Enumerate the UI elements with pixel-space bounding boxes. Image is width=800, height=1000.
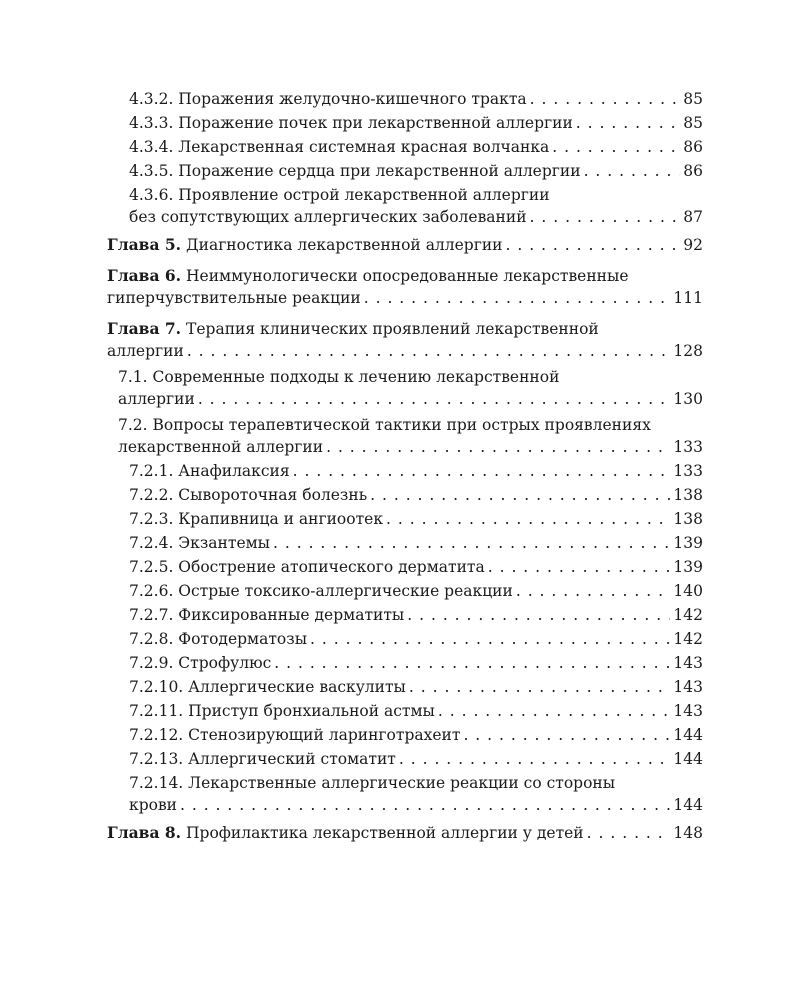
toc-entry-title: 7.2.11. Приступ бронхиальной астмы (129, 702, 435, 720)
toc-chapter-6[interactable] (107, 265, 703, 309)
toc-entry-7-2-4[interactable] (107, 532, 703, 554)
dot-leader (409, 676, 671, 698)
toc-entry-title: 7.2.3. Крапивница и ангиоотек (129, 510, 384, 528)
chapter-label: Глава 6. (107, 266, 182, 285)
toc-page-number: 130 (673, 390, 703, 408)
dot-leader (198, 388, 671, 410)
toc-entry-7-2-14[interactable] (107, 772, 703, 816)
toc-entry-7-2-5[interactable] (107, 556, 703, 578)
toc-entry-7-2-2[interactable] (107, 484, 703, 506)
dot-leader (273, 532, 670, 554)
toc-entry-4-3-5[interactable] (107, 160, 703, 182)
toc-page-number: 148 (673, 824, 703, 842)
toc-entry-title: 4.3.2. Поражения желудочно-кишечного тракта (129, 90, 527, 108)
toc-entry-title-line2: крови (129, 796, 177, 814)
toc-chapter-5[interactable] (107, 234, 703, 256)
dot-leader (516, 580, 671, 602)
dot-leader (552, 136, 680, 158)
toc-page-number: 92 (683, 236, 703, 254)
toc-page-number: 86 (683, 162, 703, 180)
toc-entry-title-line1: 4.3.6. Проявление острой лекарственной аллергии (129, 186, 550, 204)
toc-page-number: 143 (673, 678, 703, 696)
toc-page-number: 143 (673, 702, 703, 720)
dot-leader (364, 287, 671, 309)
toc-entry-title: 7.2.8. Фотодерматозы (129, 630, 308, 648)
toc-entry-title-line2: гиперчувствительные реакции (107, 289, 361, 307)
toc-entry-title: 7.2.9. Строфулюс (129, 654, 272, 672)
toc-entry-title-line1: 7.2.14. Лекарственные аллергические реакции со стороны (129, 774, 616, 792)
toc-entry-4-3-4[interactable] (107, 136, 703, 158)
toc-entry-7-2-10[interactable] (107, 676, 703, 698)
toc-page-number: 144 (673, 750, 703, 768)
toc-page-number: 139 (673, 558, 703, 576)
toc-entry-title: Профилактика лекарственной аллергии у детей (186, 824, 584, 842)
dot-leader (310, 628, 670, 650)
dot-leader (584, 160, 681, 182)
toc-page-number: 142 (673, 630, 703, 648)
chapter-label: Глава 7. (107, 319, 182, 338)
toc-entry-4-3-2[interactable] (107, 88, 703, 110)
toc-entry-title-line1: Терапия клинических проявлений лекарственной (186, 320, 599, 338)
toc-page-number: 111 (673, 289, 703, 307)
dot-leader (274, 652, 670, 674)
toc-entry-7-2-13[interactable] (107, 748, 703, 770)
toc-entry-7-2[interactable] (107, 414, 703, 458)
dot-leader (180, 794, 670, 816)
toc-page-number: 142 (673, 606, 703, 624)
toc-entry-title-line2: аллергии (107, 342, 184, 360)
toc-entry-7-2-11[interactable] (107, 700, 703, 722)
table-of-contents (107, 88, 703, 844)
toc-entry-7-2-9[interactable] (107, 652, 703, 674)
dot-leader (530, 206, 681, 228)
toc-entry-title-line1: 7.2. Вопросы терапевтической тактики при острых проявлениях (118, 416, 651, 434)
toc-entry-title-line2: аллергии (118, 390, 195, 408)
toc-page-number: 85 (683, 90, 703, 108)
toc-page-number: 85 (683, 114, 703, 132)
dot-leader (576, 112, 680, 134)
dot-leader (187, 340, 671, 362)
toc-entry-7-2-7[interactable] (107, 604, 703, 626)
dot-leader (463, 724, 670, 746)
toc-page-number: 143 (673, 654, 703, 672)
toc-page-number: 128 (673, 342, 703, 360)
dot-leader (326, 436, 670, 458)
toc-entry-7-2-1[interactable] (107, 460, 703, 482)
toc-page-number: 138 (673, 486, 703, 504)
toc-entry-title: 4.3.5. Поражение сердца при лекарственной аллергии (129, 162, 581, 180)
dot-leader (386, 508, 670, 530)
toc-page-number: 133 (673, 438, 703, 456)
toc-entry-title: 7.2.5. Обострение атопического дерматита (129, 558, 485, 576)
toc-entry-title: 7.2.1. Анафилаксия (129, 462, 290, 480)
toc-page-number: 140 (673, 582, 703, 600)
dot-leader (488, 556, 671, 578)
chapter-label: Глава 5. (107, 235, 182, 254)
toc-page-number: 87 (683, 208, 703, 226)
toc-entry-7-2-8[interactable] (107, 628, 703, 650)
toc-entry-title: 7.2.4. Экзантемы (129, 534, 271, 552)
dot-leader (506, 234, 681, 256)
toc-entry-title: Диагностика лекарственной аллергии (186, 236, 503, 254)
toc-page-number: 86 (683, 138, 703, 156)
dot-leader (370, 484, 670, 506)
toc-entry-title: 7.2.13. Аллергический стоматит (129, 750, 396, 768)
toc-page-number: 139 (673, 534, 703, 552)
toc-entry-title: 4.3.3. Поражение почек при лекарственной аллергии (129, 114, 573, 132)
toc-entry-4-3-3[interactable] (107, 112, 703, 134)
dot-leader (587, 822, 671, 844)
toc-page-number: 144 (673, 796, 703, 814)
toc-entry-4-3-6[interactable] (107, 184, 703, 228)
dot-leader (399, 748, 671, 770)
toc-page-number: 138 (673, 510, 703, 528)
dot-leader (530, 88, 681, 110)
toc-entry-title: 7.2.10. Аллергические васкулиты (129, 678, 406, 696)
toc-entry-title: 7.2.12. Стенозирующий ларинготрахеит (129, 726, 461, 744)
toc-entry-7-2-3[interactable] (107, 508, 703, 530)
toc-entry-title: 7.2.7. Фиксированные дерматиты (129, 606, 405, 624)
toc-entry-7-2-12[interactable] (107, 724, 703, 746)
dot-leader (293, 460, 671, 482)
toc-chapter-7[interactable] (107, 318, 703, 362)
toc-entry-7-2-6[interactable] (107, 580, 703, 602)
chapter-label: Глава 8. (107, 823, 182, 842)
toc-entry-title-line1: 7.1. Современные подходы к лечению лекарственной (118, 368, 560, 386)
toc-entry-title: 7.2.2. Сывороточная болезнь (129, 486, 368, 504)
toc-page-number: 144 (673, 726, 703, 744)
toc-chapter-8[interactable] (107, 822, 703, 844)
toc-entry-title: 7.2.6. Острые токсико-аллергические реакции (129, 582, 513, 600)
toc-entry-title-line2: лекарственной аллергии (118, 438, 324, 456)
dot-leader (438, 700, 671, 722)
toc-entry-title: 4.3.4. Лекарственная системная красная волчанка (129, 138, 550, 156)
toc-entry-7-1[interactable] (107, 366, 703, 410)
toc-entry-title-line2: без сопутствующих аллергических заболеваний (129, 208, 527, 226)
toc-entry-title-line1: Неиммунологически опосредованные лекарственные (186, 267, 629, 285)
dot-leader (407, 604, 670, 626)
toc-page-number: 133 (673, 462, 703, 480)
